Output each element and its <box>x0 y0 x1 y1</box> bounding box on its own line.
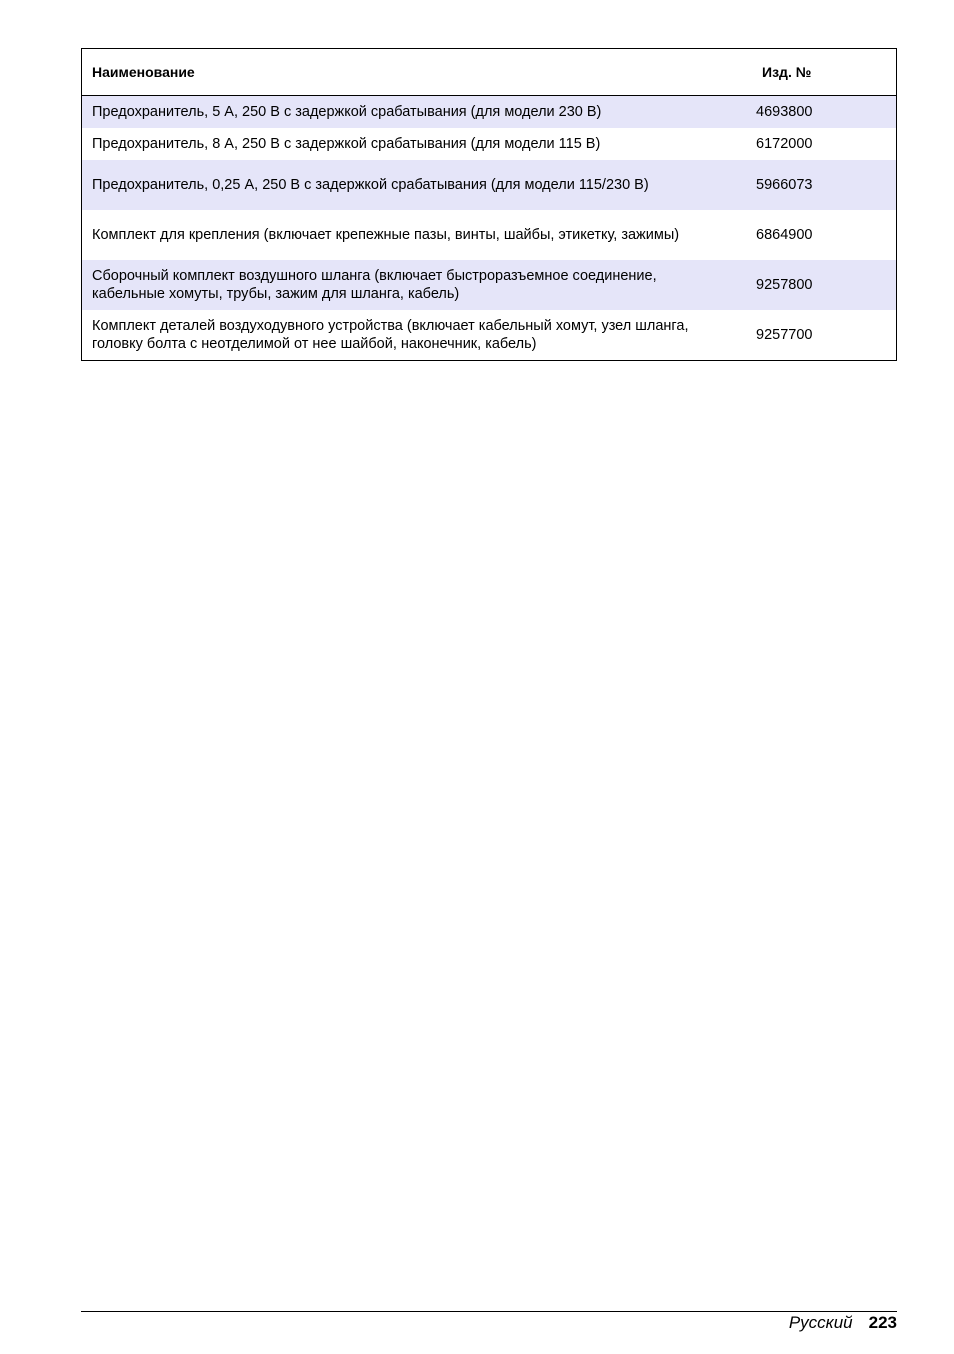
header-name: Наименование <box>92 64 195 80</box>
part-name: Комплект для крепления (включает крепежные пазы, винты, шайбы, этикетку, зажимы) <box>92 227 680 243</box>
part-number: 9257800 <box>756 277 813 293</box>
table-row <box>82 310 897 361</box>
part-number: 4693800 <box>756 104 813 120</box>
page-number: 223 <box>868 1313 897 1332</box>
part-number: 6864900 <box>756 227 813 243</box>
footer-divider <box>81 1311 897 1312</box>
part-name: Предохранитель, 8 A, 250 В с задержкой срабатывания (для модели 115 В) <box>92 136 601 152</box>
part-number: 6172000 <box>756 136 813 152</box>
part-number: 9257700 <box>756 327 813 343</box>
part-name: Комплект деталей воздуходувного устройства (включает кабельный хомут, узел шланга, головку болта с неотделимой от нее шайбой, наконечник, кабель) <box>92 318 689 352</box>
part-name: Сборочный комплект воздушного шланга (включает быстроразъемное соединение, кабельные хомуты, трубы, зажим для шланга, кабель) <box>92 268 657 302</box>
header-number: Изд. № <box>762 64 812 80</box>
table-row <box>82 260 897 310</box>
table-row <box>82 160 897 210</box>
page-footer <box>789 1311 897 1333</box>
footer-language: Русский <box>788 1313 853 1332</box>
parts-table <box>81 48 897 361</box>
table-header-row <box>82 49 897 96</box>
part-name: Предохранитель, 5 A, 250 В с задержкой срабатывания (для модели 230 В) <box>92 104 602 120</box>
part-name: Предохранитель, 0,25 A, 250 В с задержкой срабатывания (для модели 115/230 В) <box>92 177 649 193</box>
part-number: 5966073 <box>756 177 813 193</box>
table-row <box>82 96 897 129</box>
table-row <box>82 128 897 160</box>
table-row <box>82 210 897 260</box>
